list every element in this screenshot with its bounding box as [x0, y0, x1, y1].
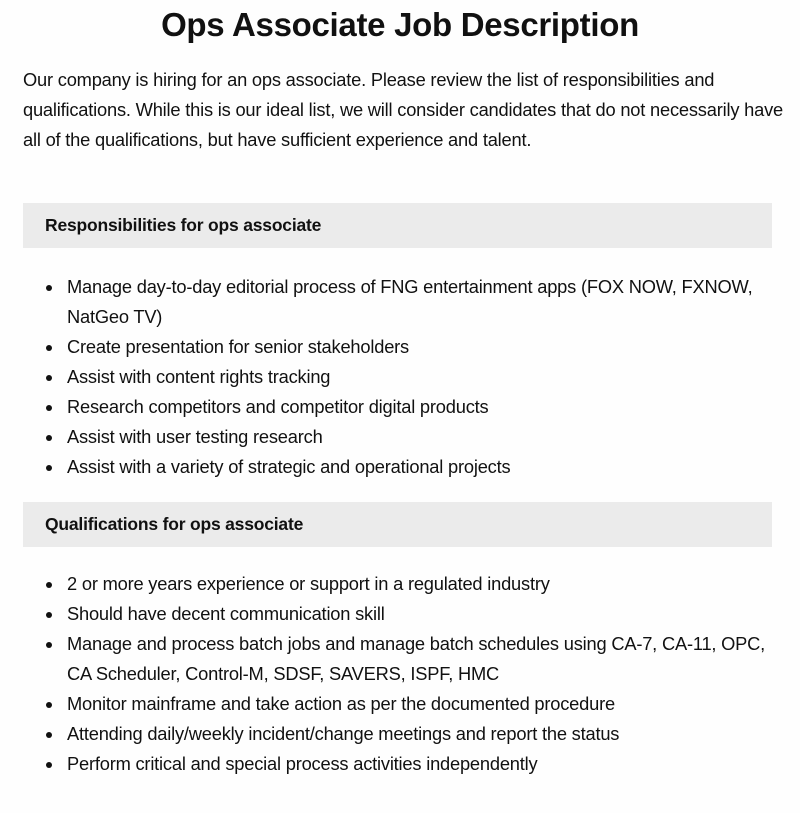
- intro-paragraph: Our company is hiring for an ops associate. Please review the list of responsibilities and qualifications. While this is our ideal list, we will consider candidates that do not necessarily have all of the qualifications, but have sufficient experience and talent.: [23, 69, 783, 150]
- list-item: Assist with user testing research: [45, 422, 775, 452]
- list-item: Assist with a variety of strategic and operational projects: [45, 452, 775, 482]
- list-item: Manage day-to-day editorial process of FNG entertainment apps (FOX NOW, FXNOW, NatGeo TV): [45, 272, 775, 332]
- qualifications-heading: Qualifications for ops associate: [23, 502, 772, 547]
- list-item: Manage and process batch jobs and manage batch schedules using CA-7, CA-11, OPC, CA Scheduler, Control-M, SDSF, SAVERS, ISPF, HMC: [45, 629, 775, 689]
- list-item: 2 or more years experience or support in a regulated industry: [45, 569, 775, 599]
- list-item: Research competitors and competitor digital products: [45, 392, 775, 422]
- list-item: Create presentation for senior stakeholders: [45, 332, 775, 362]
- list-item: Should have decent communication skill: [45, 599, 775, 629]
- responsibilities-heading: Responsibilities for ops associate: [23, 203, 772, 248]
- qualifications-list: [45, 569, 775, 779]
- list-item: Monitor mainframe and take action as per the documented procedure: [45, 689, 775, 719]
- list-item: Assist with content rights tracking: [45, 362, 775, 392]
- page-title: Ops Associate Job Description: [161, 6, 639, 43]
- list-item: Attending daily/weekly incident/change meetings and report the status: [45, 719, 775, 749]
- list-item: Perform critical and special process activities independently: [45, 749, 775, 779]
- responsibilities-list: [45, 272, 775, 482]
